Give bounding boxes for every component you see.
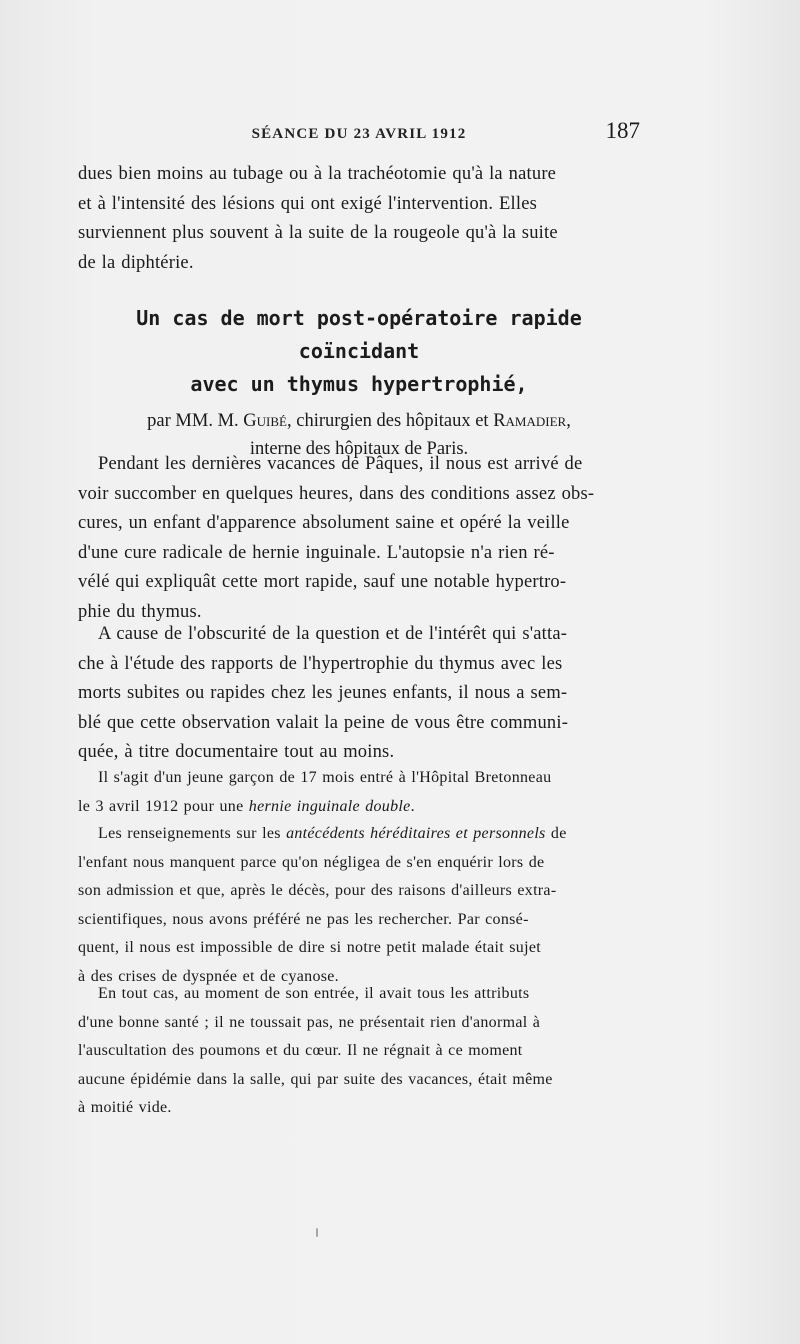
running-head: SÉANCE DU 23 AVRIL 1912 <box>251 126 467 142</box>
observation-paragraph-1 <box>78 764 640 821</box>
byline-prefix: par MM. M. <box>147 411 244 431</box>
text-line: son admission et que, après le décès, pour des raisons d'ailleurs extra- <box>78 882 557 899</box>
text-line: d'une bonne santé ; il ne toussait pas, ne présentait rien d'anormal à <box>78 1013 541 1031</box>
text-line: l'enfant nous manquent parce qu'on négligea de s'en enquérir lors de <box>78 853 545 871</box>
article-title-line-2: avec un thymus hypertrophié, <box>190 372 528 396</box>
body-paragraph-2 <box>78 620 640 768</box>
observation-paragraph-2 <box>78 820 640 991</box>
text-line: surviennent plus souvent à la suite de la rougeole qu'à la suite <box>78 223 558 243</box>
text-line <box>78 793 640 822</box>
paper-speck <box>316 1228 318 1237</box>
continuation-paragraph <box>78 160 640 278</box>
text-line: vélé qui expliquât cette mort rapide, sauf une notable hypertro- <box>78 572 567 592</box>
italic-term: antécédents héréditaires et personnels <box>286 825 546 842</box>
byline <box>78 407 640 435</box>
text-line: che à l'étude des rapports de l'hypertrophie du thymus avec les <box>78 653 563 674</box>
body-paragraph-1 <box>78 450 640 627</box>
text-line: A cause de l'obscurité de la question et de l'intérêt qui s'atta- <box>98 624 568 644</box>
page-header <box>78 118 640 148</box>
author-ramadier: Ramadier <box>493 411 567 431</box>
text-line: dues bien moins au tubage ou à la trachéotomie qu'à la nature <box>78 164 557 184</box>
page-number: 187 <box>605 118 640 143</box>
text-line: blé que cette observation valait la peine de vous être communi- <box>78 712 569 733</box>
text-line: Pendant les dernières vacances de Pâques, il nous est arrivé de <box>98 454 583 474</box>
text-span: . <box>410 797 415 815</box>
text-line: Il s'agit d'un jeune garçon de 17 mois entré à l'Hôpital Bretonneau <box>98 769 552 786</box>
text-line: phie du thymus. <box>78 601 202 622</box>
text-line: cures, un enfant d'apparence absolument saine et opéré la veille <box>78 513 570 533</box>
author-guibe: Guibé <box>243 411 287 431</box>
text-span: de <box>545 825 567 842</box>
text-line <box>78 820 640 849</box>
byline-affiliation: interne des hôpitaux de Paris. <box>249 439 469 459</box>
observation-paragraph-3 <box>78 980 640 1123</box>
text-line: aucune épidémie dans la salle, qui par suite des vacances, était même <box>78 1070 553 1088</box>
text-line: En tout cas, au moment de son entrée, il avait tous les attributs <box>98 985 530 1002</box>
article-heading <box>78 302 640 463</box>
text-line: d'une cure radicale de hernie inguinale. L'autopsie n'a rien ré- <box>78 542 555 563</box>
text-line: à moitié vide. <box>78 1099 172 1116</box>
text-line: voir succomber en quelques heures, dans des conditions assez obs- <box>78 483 595 504</box>
text-line: morts subites ou rapides chez les jeunes enfants, il nous a sem- <box>78 683 568 703</box>
byline-mid: , chirurgien des hôpitaux et <box>286 411 494 431</box>
text-span: Les renseignements sur les <box>98 825 287 842</box>
article-title-line-1: Un cas de mort post-opératoire rapide coïncidant <box>136 306 582 363</box>
text-line: scientifiques, nous avons préféré ne pas les rechercher. Par consé- <box>78 910 529 928</box>
text-line: et à l'intensité des lésions qui ont exigé l'intervention. Elles <box>78 193 538 214</box>
text-span: le 3 avril 1912 pour une <box>78 797 249 815</box>
italic-term: hernie inguinale double <box>248 797 411 815</box>
text-line: à des crises de dyspnée et de cyanose. <box>78 967 339 985</box>
byline-suffix: , <box>566 411 571 431</box>
text-line: de la diphtérie. <box>78 252 194 273</box>
text-line: quent, il nous est impossible de dire si notre petit malade était sujet <box>78 939 541 956</box>
text-line: quée, à titre documentaire tout au moins. <box>78 742 395 762</box>
text-line: l'auscultation des poumons et du cœur. Il ne régnait à ce moment <box>78 1042 523 1059</box>
